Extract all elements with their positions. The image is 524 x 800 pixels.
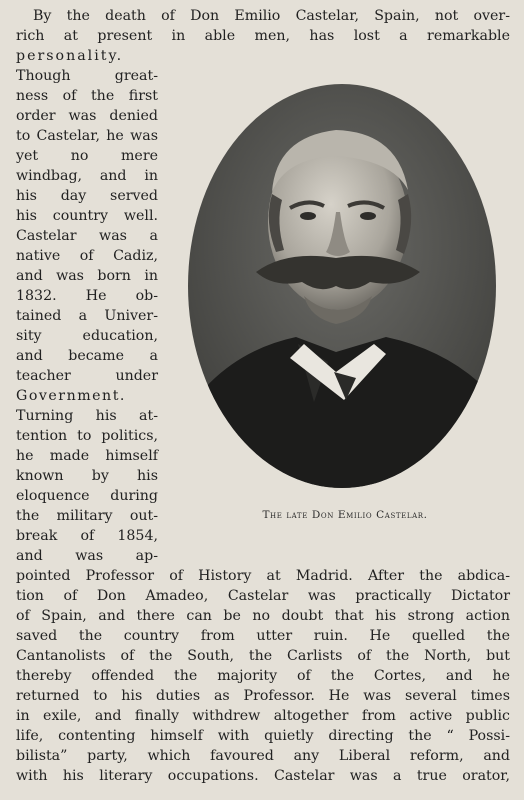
text-line: he made himself	[16, 448, 158, 464]
text-line: teacher under	[16, 368, 158, 384]
text-line: tion of Don Amadeo, Castelar was practically Dictator	[16, 588, 510, 604]
text-line: of Spain, and there can be no doubt that his strong action	[16, 608, 510, 624]
text-line: thereby offended the majority of the Cortes, and he	[16, 668, 510, 684]
text-line: tained a Univer-	[16, 308, 158, 324]
text-line: with his literary occupations. Castelar was a true orator,	[16, 768, 510, 784]
text-line: tention to politics,	[16, 428, 158, 444]
text-line: and was born in	[16, 268, 158, 284]
text-line: personality.	[16, 48, 124, 64]
text-line: his day served	[16, 188, 158, 204]
text-line: Government.	[16, 388, 126, 404]
text-line: yet no mere	[16, 148, 158, 164]
text-line: Cantanolists of the South, the Carlists of the North, but	[16, 648, 510, 664]
text-line: Though great-	[16, 68, 158, 84]
text-line: returned to his duties as Professor. He was several times	[16, 688, 510, 704]
text-line: Turning his at-	[16, 408, 158, 424]
text-line: 1832. He ob-	[16, 288, 158, 304]
text-line: windbag, and in	[16, 168, 158, 184]
text-line: native of Cadiz,	[16, 248, 158, 264]
text-line: bilista” party, which favoured any Liberal reform, and	[16, 748, 510, 764]
portrait-photo	[186, 82, 498, 490]
text-line: known by his	[16, 468, 158, 484]
portrait-engraving	[186, 82, 498, 490]
text-line: pointed Professor of History at Madrid. After the abdica-	[16, 568, 510, 584]
text-line: and became a	[16, 348, 158, 364]
text-line: ness of the first	[16, 88, 158, 104]
text-line: Castelar was a	[16, 228, 158, 244]
text-line: in exile, and finally withdrew altogether from active public	[16, 708, 510, 724]
text-line: his country well.	[16, 208, 158, 224]
text-line: sity education,	[16, 328, 158, 344]
text-line: By the death of Don Emilio Castelar, Spain, not over-	[33, 8, 510, 24]
text-line: order was denied	[16, 108, 158, 124]
figure-caption: The late Don Emilio Castelar.	[262, 509, 428, 521]
text-line: saved the country from utter ruin. He quelled the	[16, 628, 510, 644]
text-line: break of 1854,	[16, 528, 158, 544]
text-line: life, contenting himself with quietly directing the “ Possi-	[16, 728, 510, 744]
text-line: and was ap-	[16, 548, 158, 564]
text-line: eloquence during	[16, 488, 158, 504]
text-line: rich at present in able men, has lost a remarkable	[16, 28, 510, 44]
text-line: to Castelar, he was	[16, 128, 158, 144]
text-line: the military out-	[16, 508, 158, 524]
